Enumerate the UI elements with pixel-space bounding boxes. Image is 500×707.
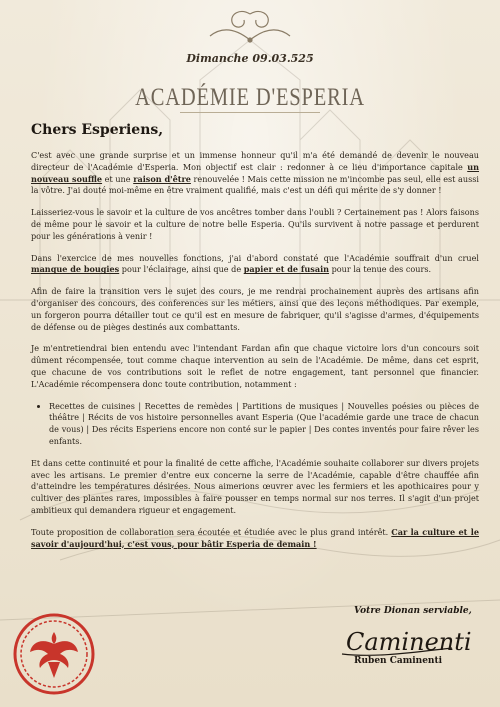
phoenix-seal-icon: [12, 612, 96, 696]
closing-line: Votre Dionan serviable,: [354, 606, 472, 616]
paragraph-7: Toute proposition de collaboration sera écoutée et étudiée avec le plus grand intérêt. Car la culture et le savoir d'aujourd'hui, c'est vous, pour bâtir Esperia de demain !: [31, 526, 479, 549]
emphasis-raison-detre: raison d'être: [133, 173, 191, 184]
signature-block: [336, 606, 486, 666]
emphasis-closing-call: Car la culture et le savoir d'aujourd'hui, c'est vous, pour bâtir Esperia de demain !: [31, 526, 479, 549]
paragraph-2: Laisseriez-vous le savoir et la culture de vos ancêtres tomber dans l'oubli ? Certainement pas ! Alors faisons de même pour le savoir et la culture de notre belle Esperia. Qu'ils survivent à notre passage et perdurent pour les générations à venir !: [31, 207, 479, 241]
letter-greeting: Chers Esperiens,: [31, 122, 164, 138]
list-item: • Recettes de cuisines | Recettes de remèdes | Partitions de musiques | Nouvelles poésies ou pièces de théâtre | Récits de vos histoire personnelles avant Esperia (Que l'académie garde une trace de chacun de vous) | Des récits Esperiens encore non conté sur le papier | Des contes inventés pour faire rêver les enfants.: [49, 401, 479, 448]
emphasis-nouveau-souffle: un nouveau souffle: [31, 161, 479, 184]
signature-text: Caminenti: [346, 628, 472, 656]
paragraph-4: Afin de faire la transition vers le sujet des cours, je me rendrai prochainement auprès des artisans afin d'organiser des concours, des conferences sur les métiers, ainsi que des leçons méthodiques. Par exemple, un forgeron pourra détailler tout ce qu'il est en mesure de fabriquer, qu'il s'agisse d'armes, d'équipements de défense ou de pièges destinés aux combattants.: [31, 286, 479, 332]
contribution-list: [31, 401, 479, 448]
emphasis-papier-fusain: papier et de fusain: [243, 264, 330, 275]
letter-date: Dimanche 09.03.525: [186, 52, 314, 65]
paragraph-5: Je m'entretiendrai bien entendu avec l'intendant Fardan afin que chaque victoire lors d'un concours soit dûment récompensée, tout comme chaque intervention au sein de l'Académie. De même, dans cet esprit, que chacune de vos contributions soit le reflet de notre engagement, tant personnel que financier. L'Académie récompensera donc toute contribution, notamment :: [31, 343, 479, 389]
emphasis-manque-de-bougies: manque de bougies: [31, 264, 120, 275]
title-divider: [180, 112, 320, 113]
paragraph-1: C'est avec une grande surprise et un immense honneur qu'il m'a été demandé de devenir le nouveau directeur de l'Académie d'Esperia. Mon objectif est clair : redonner à ce lieu d'importance capitale un nouveau souffle et une raison d'être renouvelée ! Mais cette mission ne m'incombe pas seul, elle est aussi la vôtre. J'ai douté moi-même en être vraiment qualifié, mais c'est un défi qui mérite de s'y donner !: [31, 150, 479, 196]
top-flourish-ornament: [200, 6, 300, 46]
paragraph-6: Et dans cette continuité et pour la finalité de cette affiche, l'Académie souhaite collaborer sur divers projets avec les artisans. Le premier d'entre eux concerne la serre de l'Académie, capable d'être chauffée afin d'atteindre les températures désirées. Nous aimerions œuvrer avec les fermiers et les apothicaires pour y cultiver des plantes rares, impossibles à faire pousser en temps normal sur nos terres. Il s'agit d'un projet ambitieux qui demandera rigueur et engagement.: [31, 457, 479, 515]
signer-name: Ruben Caminenti: [354, 656, 443, 666]
letter-body: [31, 150, 479, 560]
academy-title: ACADÉMIE D'ESPERIA: [135, 84, 365, 111]
paragraph-3: Dans l'exercice de mes nouvelles fonctions, j'ai d'abord constaté que l'Académie souffrait d'un cruel manque de bougies pour l'éclairage, ainsi que de papier et de fusain pour la tenue des cours.: [31, 252, 479, 275]
